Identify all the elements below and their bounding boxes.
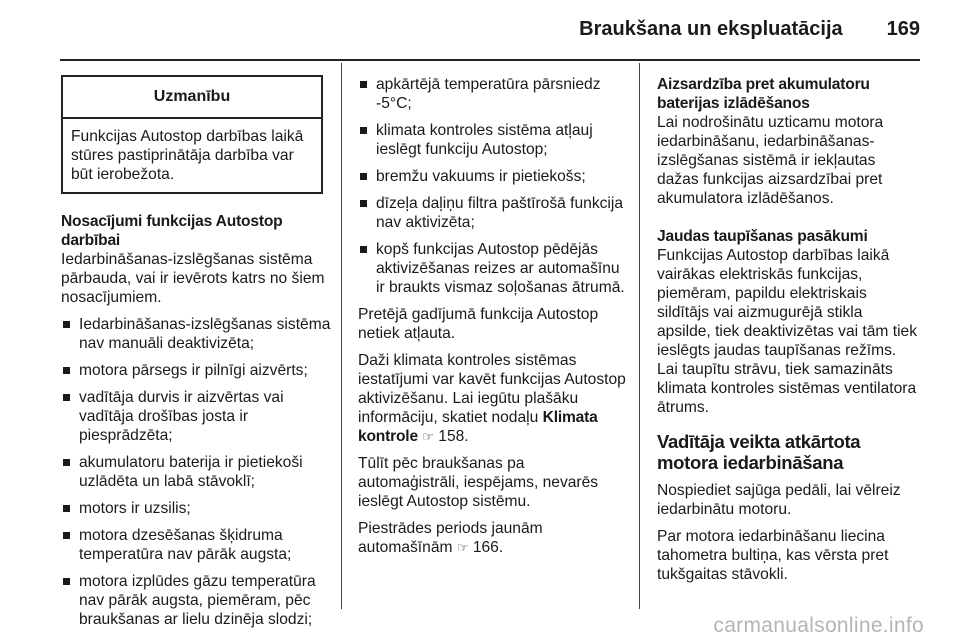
list-item: bremžu vakuums ir pietiekošs; xyxy=(358,167,630,186)
paragraph: Lai nodrošinātu uzticamu motora iedarbināšanu, iedarbināšanas-izslēgšanas sistēmā ir iekļautas dažas funkcijas aizsardzībai pret akumulatora izlādēšanos. xyxy=(657,114,884,207)
paragraph: Funkcijas Autostop darbības laikā vairākas elektriskās funkcijas, piemēram, papildu elektriskais sildītājs vai aizmugurējā stikla apsilde, tiek deaktivizētas vai tām tiek ieslēgts jaudas taupīšanas režīms. Lai taupītu strāvu, tiek samazināts klimata kontroles sistēmas ventilatora ātrums. xyxy=(657,247,918,416)
list-item: vadītāja durvis ir aizvērtas vai vadītāja drošības josta ir piesprādzēta; xyxy=(61,388,331,445)
page-reference-icon: ☞ xyxy=(456,540,469,555)
warning-box xyxy=(61,75,323,194)
column-3 xyxy=(657,75,919,592)
page-reference-icon: ☞ xyxy=(422,429,434,444)
list-item: apkārtējā temperatūra pārsniedz -5°C; xyxy=(358,75,630,113)
warning-title: Uzmanību xyxy=(63,77,321,119)
list-item: motora pārsegs ir pilnīgi aizvērts; xyxy=(61,361,331,380)
conditions-list-continued xyxy=(358,75,630,297)
conditions-list xyxy=(61,315,331,629)
paragraph: Tūlīt pēc braukšanas pa automaģistrāli, iespējams, nevarēs ieslēgt Autostop sistēmu. xyxy=(358,455,599,510)
paragraph: Par motora iedarbināšanu liecina tahometra bultiņa, kas vērsta pret tukšgaitas stāvokli. xyxy=(657,528,889,583)
section-heading-battery-protection: Aizsardzība pret akumulatoru baterijas izlādēšanos xyxy=(657,76,870,112)
section-heading-power-saving: Jaudas taupīšanas pasākumi xyxy=(657,228,868,245)
list-item: kopš funkcijas Autostop pēdējās aktivizēšanas reizes ar automašīnu ir braukts vismaz soļošanas ātrumā. xyxy=(358,240,630,297)
list-item: dīzeļa daļiņu filtra paštīrošā funkcija nav aktivizēta; xyxy=(358,194,630,232)
watermark: carmanualsonline.info xyxy=(713,614,924,637)
page-reference[interactable]: 166. xyxy=(472,539,504,556)
intro-paragraph: Iedarbināšanas-izslēgšanas sistēma pārbauda, vai ir ievērots katrs no šiem nosacījumiem. xyxy=(61,251,325,306)
list-item: klimata kontroles sistēma atļauj ieslēgt funkciju Autostop; xyxy=(358,121,630,159)
page-header xyxy=(579,18,920,41)
list-item: motora izplūdes gāzu temperatūra nav pārāk augsta, piemēram, pēc braukšanas ar lielu dzinēja slodzi; xyxy=(61,572,331,629)
list-item: motora dzesēšanas šķidruma temperatūra nav pārāk augsta; xyxy=(61,526,331,564)
list-item: Iedarbināšanas-izslēgšanas sistēma nav manuāli deaktivizēta; xyxy=(61,315,331,353)
page-number: 169 xyxy=(886,18,920,40)
list-item: motors ir uzsilis; xyxy=(61,499,331,518)
section-heading-restart: Vadītāja veikta atkārtota motora iedarbināšana xyxy=(657,431,861,473)
paragraph-text: Piestrādes periods jaunām automašīnām xyxy=(358,520,543,556)
climate-control-link[interactable]: Klimata kontrole xyxy=(358,409,598,445)
column-1 xyxy=(61,75,331,637)
paragraph-break-in xyxy=(358,519,630,557)
page-reference[interactable]: 158. xyxy=(438,428,469,445)
paragraph: Pretējā gadījumā funkcija Autostop netiek atļauta. xyxy=(358,306,599,342)
header-rule xyxy=(60,59,920,61)
paragraph: Nospiediet sajūga pedāli, lai vēlreiz iedarbinātu motoru. xyxy=(657,482,901,518)
paragraph-climate xyxy=(358,351,630,446)
section-heading-autostop-conditions: Nosacījumi funkcijas Autostop darbībai xyxy=(61,213,283,249)
warning-text: Funkcijas Autostop darbības laikā stūres pastiprinātāja darbība var būt ierobežota. xyxy=(71,128,304,183)
list-item: akumulatoru baterija ir pietiekoši uzlādēta un labā stāvoklī; xyxy=(61,453,331,491)
page-title: Braukšana un ekspluatācija xyxy=(579,18,843,40)
column-divider-1 xyxy=(341,63,342,609)
paragraph-text: Daži klimata kontroles sistēmas iestatījumi var kavēt funkcijas Autostop aktivizēšanu. Lai iegūtu plašāku informāciju, skatiet nodaļu xyxy=(358,352,626,426)
column-divider-2 xyxy=(639,63,640,609)
column-2 xyxy=(358,75,630,565)
